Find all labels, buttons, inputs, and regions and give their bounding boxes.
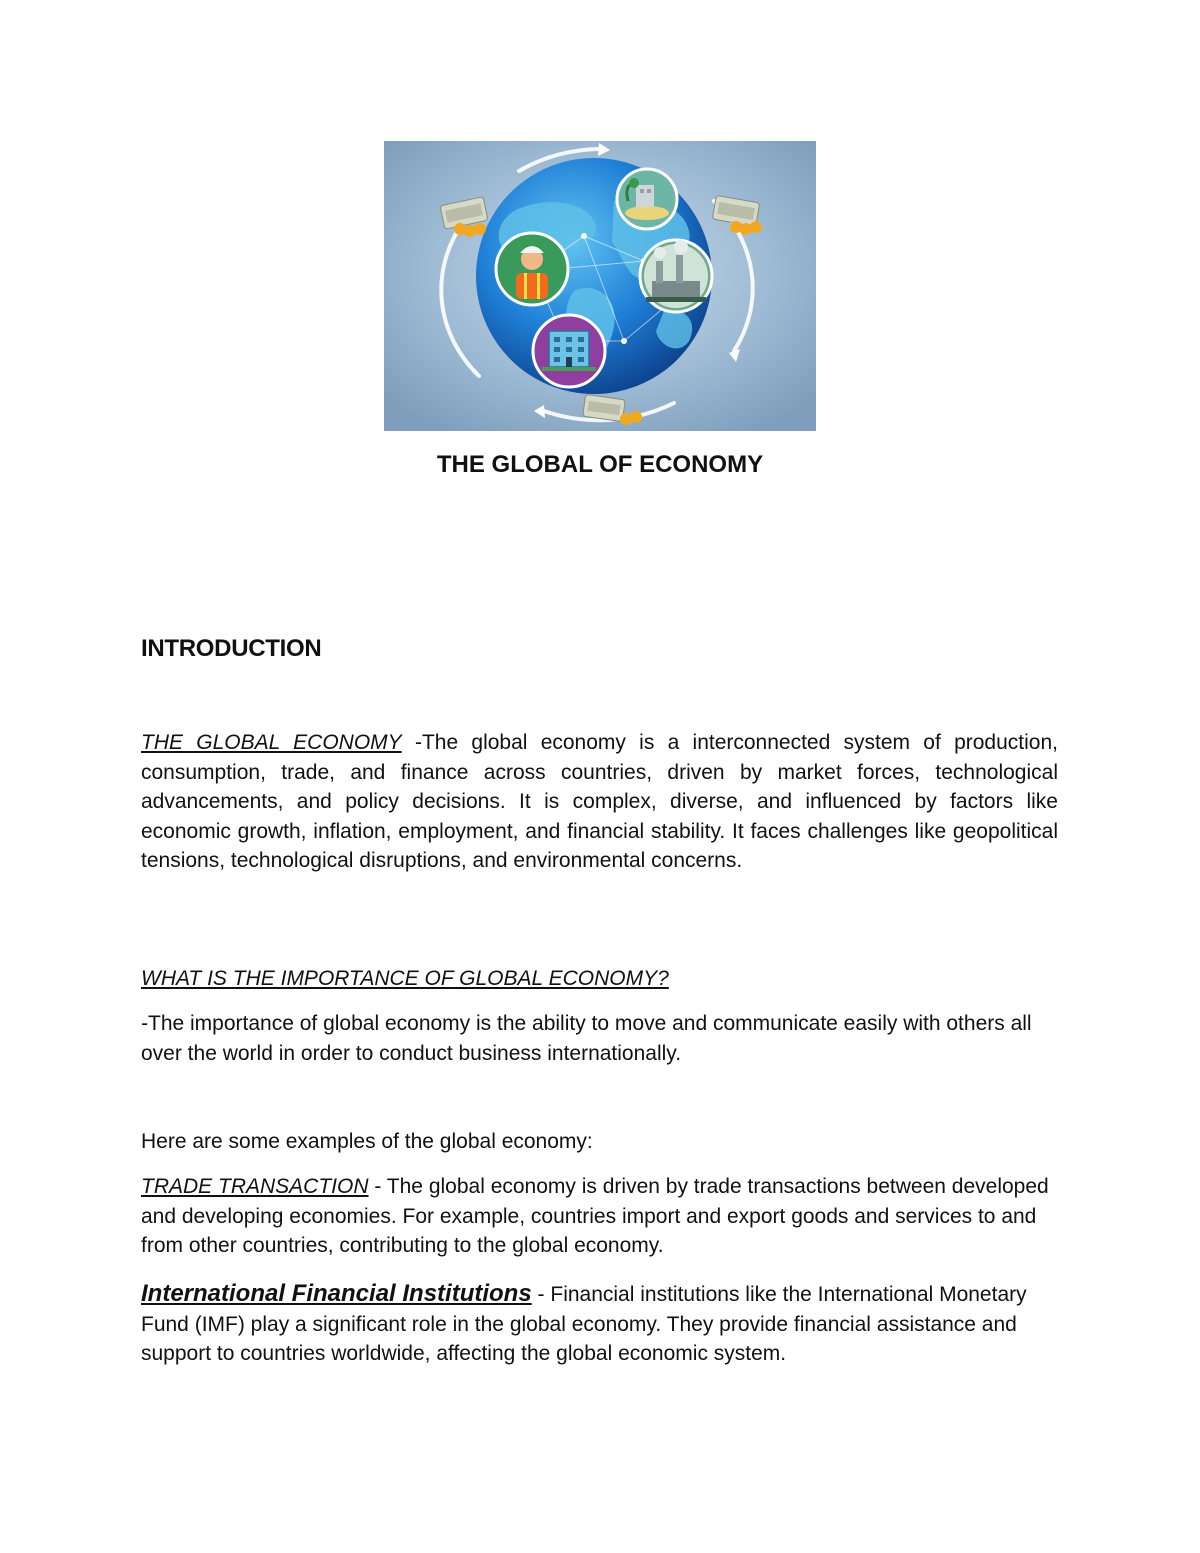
document-title: THE GLOBAL OF ECONOMY [436,451,764,478]
intro-paragraph [141,728,1058,876]
introduction-heading: INTRODUCTION [141,635,322,662]
trade-transaction-paragraph [141,1172,1058,1261]
globe-illustration-svg [384,141,816,431]
financial-institutions-text: - Financial institutions like the International Monetary Fund (IMF) play a significant role in the global economy. They provide financial assistance and support to countries worldwide, affecting the global economic system. [141,1283,1027,1365]
importance-question [141,964,1058,994]
importance-question-text: WHAT IS THE IMPORTANCE OF GLOBAL ECONOMY? [141,967,669,990]
office-building-icon [533,315,605,387]
examples-intro: Here are some examples of the global economy: [141,1130,593,1153]
intro-text: -The global economy is a interconnected system of production, consumption, trade, and finance across countries, driven by market forces, technological advancements, and policy decisions. It is complex, diverse, and influenced by factors like economic growth, inflation, employment, and financial stability. It faces challenges like geopolitical tensions, technological disruptions, and environmental concerns. [141,731,1058,872]
financial-institutions-paragraph [141,1279,1041,1369]
importance-answer: -The importance of global economy is the ability to move and communicate easily with others all over the world in order to conduct business internationally. [141,1012,1032,1065]
island-icon [617,169,677,229]
global-economy-term: THE GLOBAL ECONOMY [141,731,402,754]
trade-transaction-term: TRADE TRANSACTION [141,1175,369,1198]
worker-icon [496,233,568,305]
trade-transaction-text: - The global economy is driven by trade transactions between developed and developing economies. For example, countries import and export goods and services to and from other countries, contributing to the global economy. [141,1175,1049,1257]
global-economy-illustration [384,141,816,431]
factory-icon [640,240,712,312]
financial-institutions-term: International Financial Institutions [141,1280,532,1307]
